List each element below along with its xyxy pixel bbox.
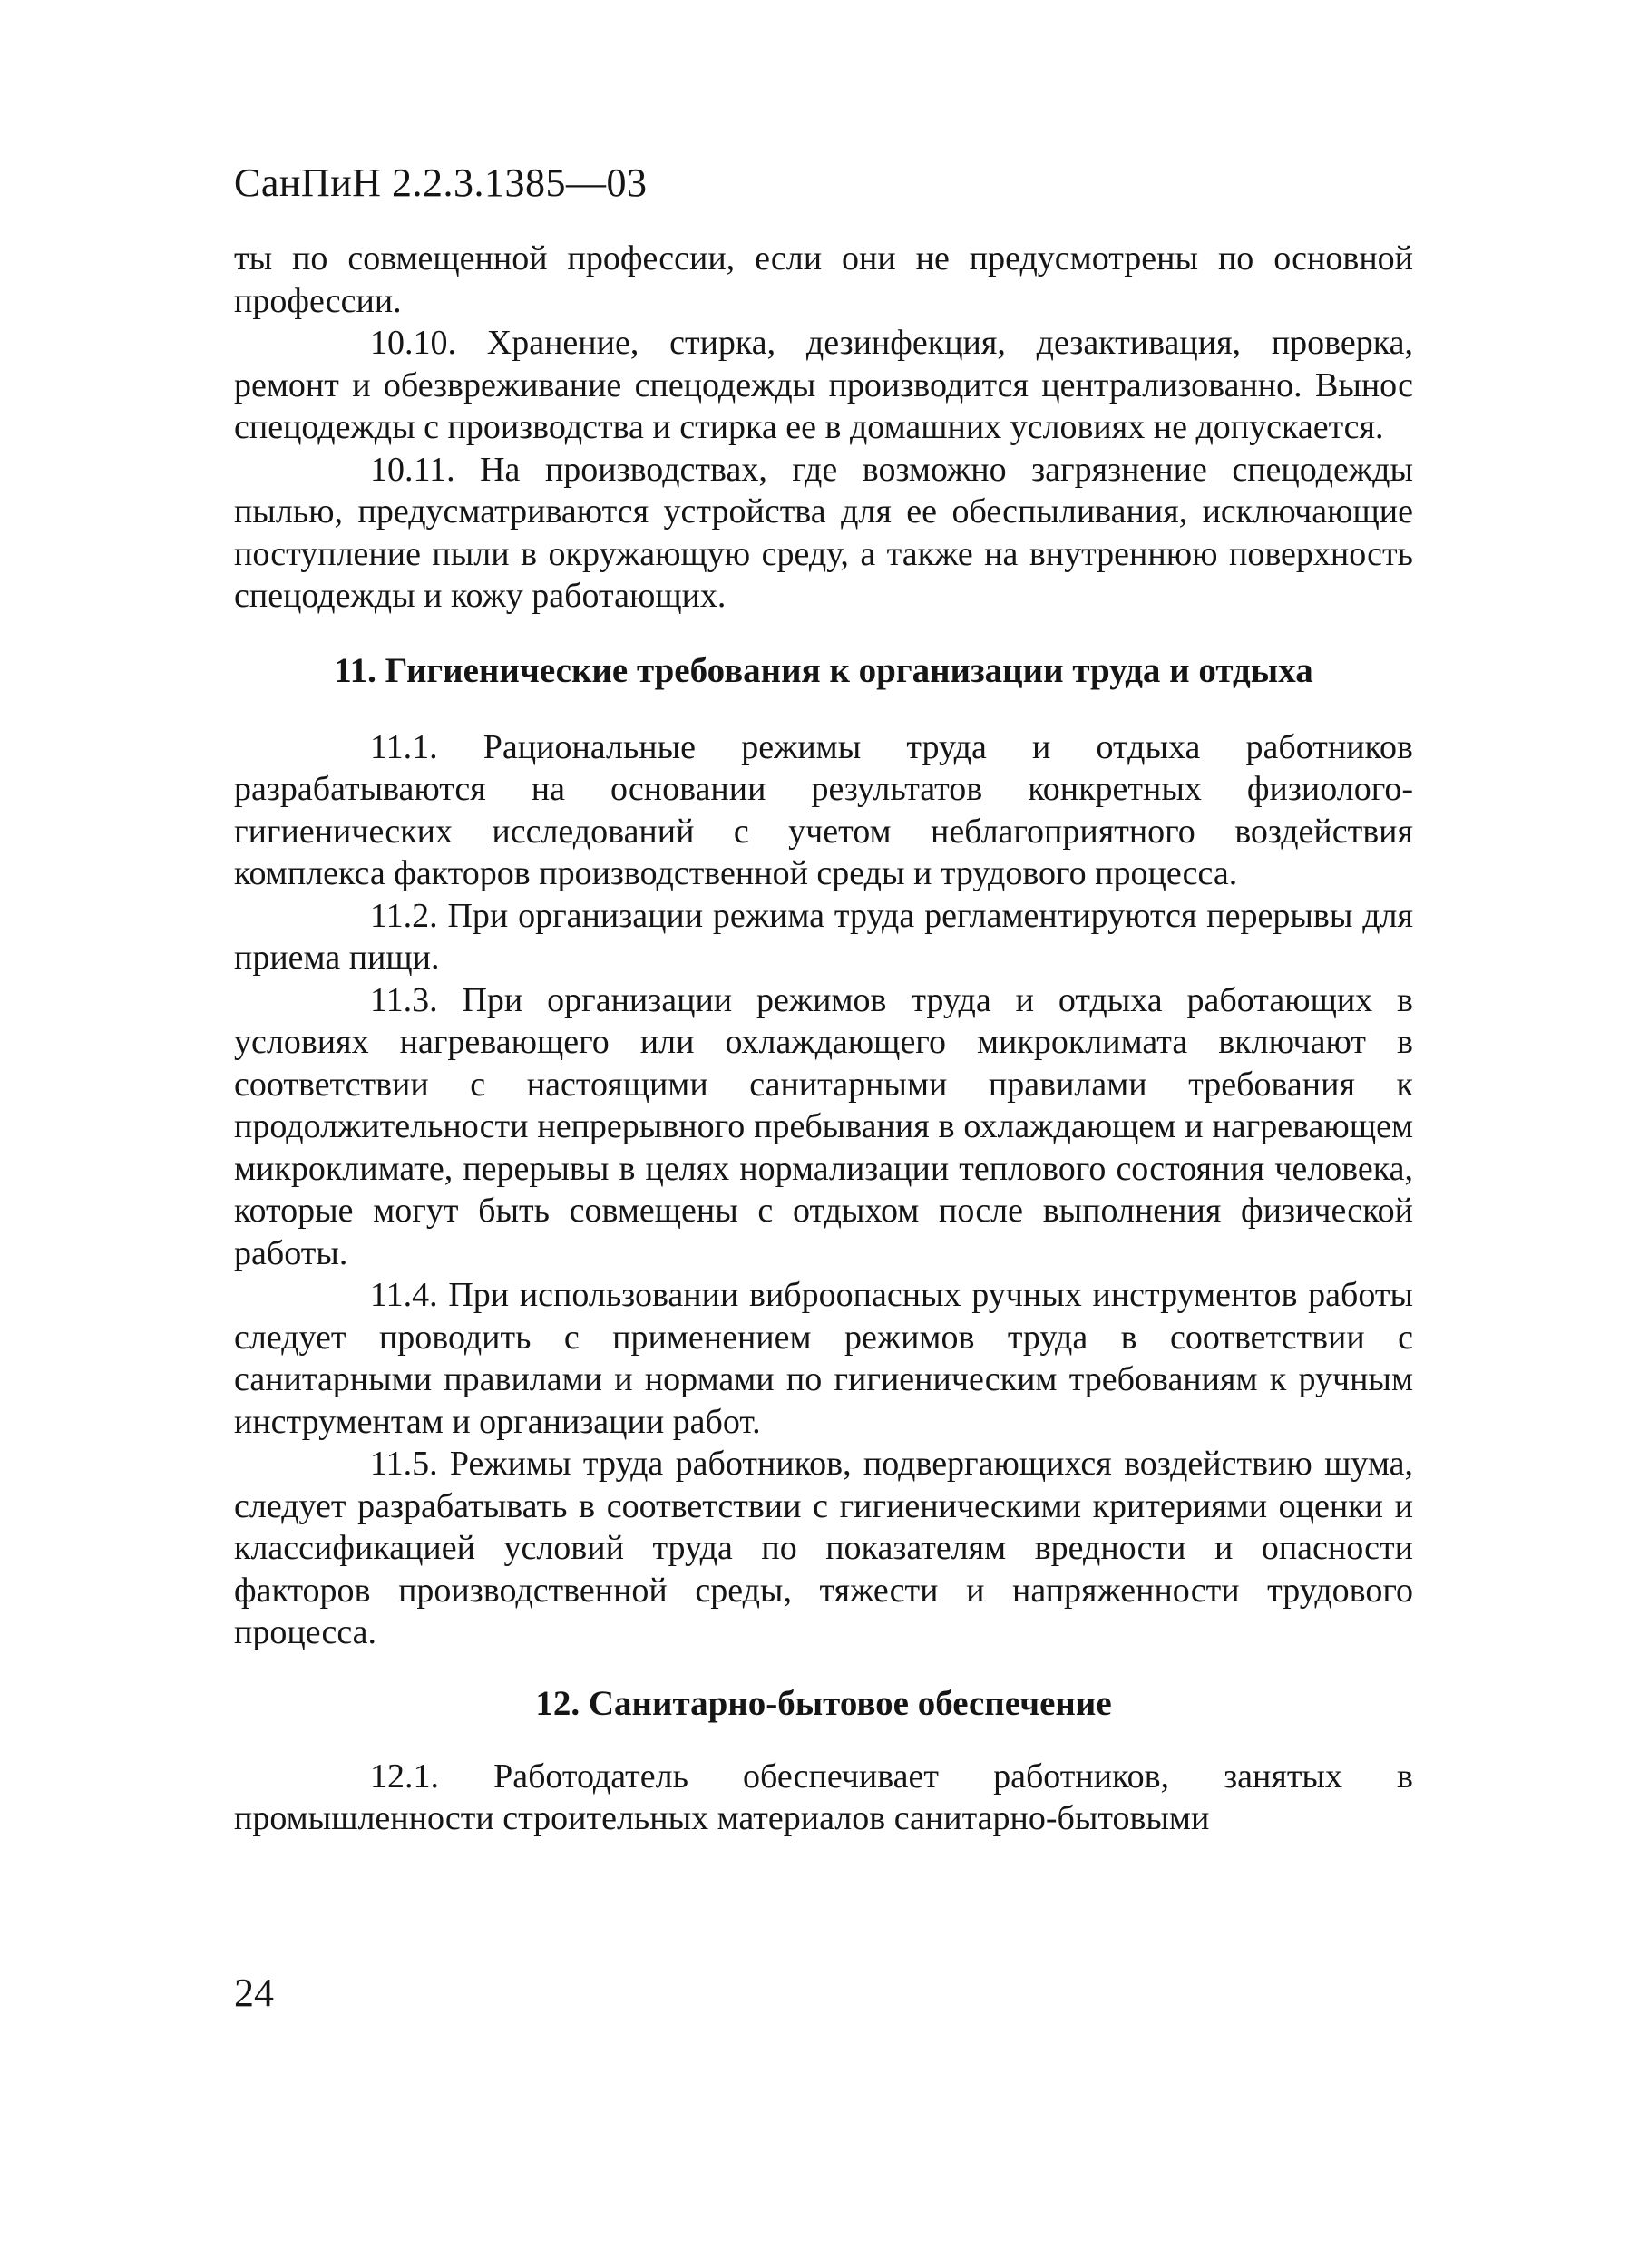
paragraph-11-2: 11.2. При организации режима труда регламентируются перерывы для приема пищи. [234,896,1413,977]
section-heading-11: 11. Гигиенические требования к организации труда и отдыха [334,650,1313,690]
page-number: 24 [234,1971,274,2015]
paragraph-11-1: 11.1. Рациональные режимы труда и отдыха работников разрабатываются на основании результатов конкретных физиолого-гигиенических исследований с учетом неблагоприятного воздействия комплекса факторов производственной среды и трудового процесса. [234,727,1413,892]
paragraph-11-3: 11.3. При организации режимов труда и отдыха работающих в условиях нагревающего или охлаждающего микроклимата включают в соответствии с настоящими санитарными правилами требования к продолжительности непрерывного пребывания в охлаждающем и нагревающем микроклимате, перерывы в целях нормализации теплового состояния человека, которые могут быть совмещены с отдыхом после выполнения физической работы. [234,980,1413,1272]
section-heading-12: 12. Санитарно-бытовое обеспечение [535,1683,1112,1723]
paragraph-10-11: 10.11. На производствах, где возможно загрязнение спецодежды пылью, предусматриваются устройства для ее обеспыливания, исключающие поступление пыли в окружающую среду, а также на внутреннюю поверхность спецодежды и кожу работающих. [234,450,1413,615]
paragraph-11-4: 11.4. При использовании виброопасных ручных инструментов работы следует проводить с применением режимов труда в соответствии с санитарными правилами и нормами по гигиеническим требованиям к ручным инструментам и организации работ. [234,1276,1413,1441]
paragraph-12-1: 12.1. Работодатель обеспечивает работников, занятых в промышленности строительных материалов санитарно-бытовыми [234,1757,1413,1837]
paragraph-continuation: ты по совмещенной профессии, если они не предусмотрены по основной профессии. [234,239,1413,320]
paragraph-10-10: 10.10. Хранение, стирка, дезинфекция, дезактивация, проверка, ремонт и обезвреживание спецодежды производится централизованно. Вынос спецодежды с производства и стирка ее в домашних условиях не допускается. [234,324,1413,446]
paragraph-11-5: 11.5. Режимы труда работников, подвергающихся воздействию шума, следует разрабатывать в соответствии с гигиеническими критериями оценки и классификацией условий труда по показателям вредности и опасности факторов производственной среды, тяжести и напряженности трудового процесса. [234,1445,1413,1651]
document-body [234,238,1413,1840]
running-header: СанПиН 2.2.3.1385—03 [234,161,648,205]
